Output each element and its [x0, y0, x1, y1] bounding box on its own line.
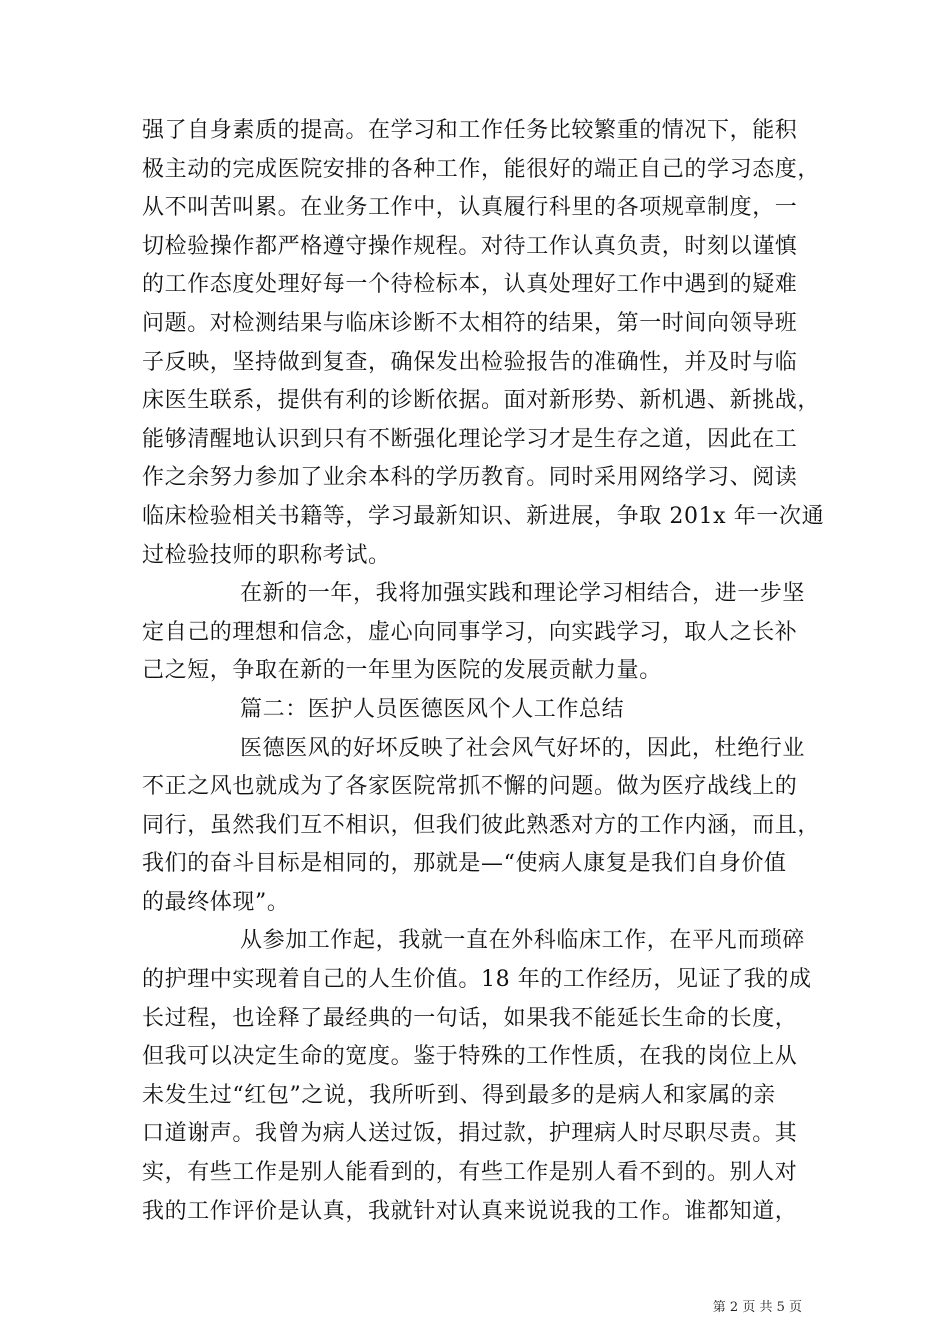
- text-line: 篇二：医护人员医德医风个人工作总结: [240, 696, 625, 722]
- text-line: 从不叫苦叫累。在业务工作中，认真履行科里的各项规章制度，一: [142, 195, 798, 221]
- text-line: 临床检验相关书籍等，学习最新知识、新进展，争取 201x 年一次通: [142, 503, 825, 529]
- text-line: 问题。对检测结果与临床诊断不太相符的结果，第一时间向领导班: [142, 310, 798, 336]
- text-line: 切检验操作都严格遵守操作规程。对待工作认真负责，时刻以谨慎: [142, 233, 798, 259]
- body-text: [142, 112, 832, 1231]
- text-line: 不正之风也就成为了各家医院常抓不懈的问题。做为医疗战线上的: [142, 774, 798, 800]
- text-line: 口道谢声。我曾为病人送过饭，捐过款，护理病人时尽职尽责。其: [142, 1121, 798, 1147]
- text-line: 子反映，坚持做到复查，确保发出检验报告的准确性，并及时与临: [142, 349, 798, 375]
- text-line: 强了自身素质的提高。在学习和工作任务比较繁重的情况下，能积: [142, 118, 798, 143]
- text-line: 但我可以决定生命的宽度。鉴于特殊的工作性质，在我的岗位上从: [142, 1044, 798, 1070]
- text-line: 己之短，争取在新的一年里为医院的发展贡献力量。: [142, 658, 662, 684]
- text-line: 我们的奋斗目标是相同的，那就是—“使病人康复是我们自身价值: [142, 851, 787, 877]
- text-line: 在新的一年，我将加强实践和理论学习相结合，进一步坚: [240, 581, 806, 607]
- text-line: 作之余努力参加了业余本科的学历教育。同时采用网络学习、阅读: [142, 465, 798, 491]
- text-line: 医德医风的好坏反映了社会风气好坏的，因此，杜绝行业: [240, 735, 806, 761]
- text-line: 同行，虽然我们互不相识，但我们彼此熟悉对方的工作内涵，而且，: [142, 812, 821, 838]
- text-line: 的最终体现”。: [142, 889, 290, 915]
- text-line: 长过程，也诠释了最经典的一句话，如果我不能延长生命的长度，: [142, 1005, 798, 1031]
- text-line: 能够清醒地认识到只有不断强化理论学习才是生存之道，因此在工: [142, 426, 798, 452]
- text-line: 未发生过“红包”之说，我所听到、得到最多的是病人和家属的亲: [142, 1082, 776, 1108]
- text-line: 我的工作评价是认真，我就针对认真来说说我的工作。谁都知道，: [142, 1198, 798, 1224]
- text-line: 定自己的理想和信念，虚心向同事学习，向实践学习，取人之长补: [142, 619, 798, 645]
- page-number: 第 2 页 共 5 页: [712, 1300, 802, 1315]
- text-line: 过检验技师的职称考试。: [142, 542, 391, 568]
- text-line: 实，有些工作是别人能看到的，有些工作是别人看不到的。别人对: [142, 1160, 798, 1186]
- text-line: 床医生联系，提供有利的诊断依据。面对新形势、新机遇、新挑战，: [142, 388, 821, 414]
- text-line: 的工作态度处理好每一个待检标本，认真处理好工作中遇到的疑难: [142, 272, 798, 298]
- text-line: 极主动的完成医院安排的各种工作，能很好的端正自己的学习态度，: [142, 156, 821, 182]
- text-line: 从参加工作起，我就一直在外科临床工作，在平凡而琐碎: [240, 928, 806, 954]
- text-line: 的护理中实现着自己的人生价值。18 年的工作经历，见证了我的成: [142, 967, 812, 993]
